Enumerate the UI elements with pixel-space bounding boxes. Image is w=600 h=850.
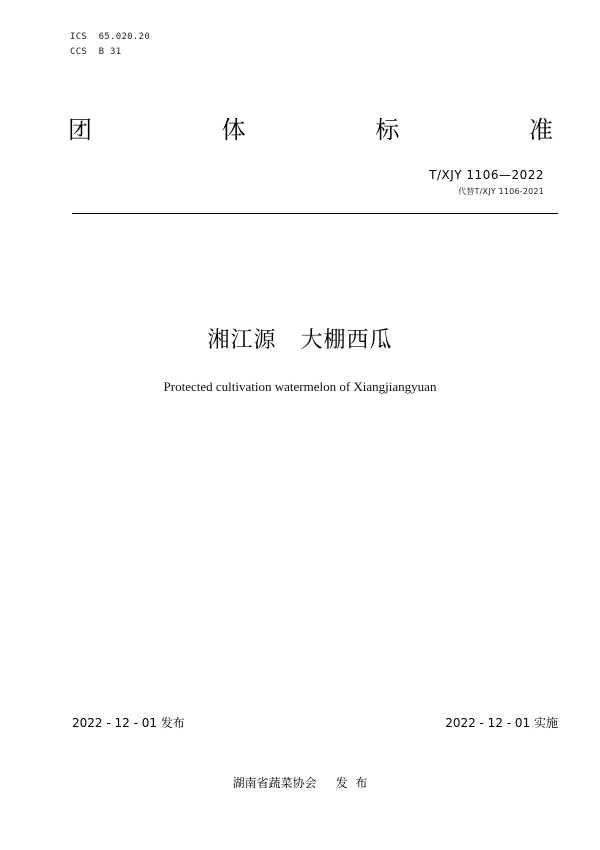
- issue-date: 2022 - 12 - 01 发布: [72, 716, 185, 730]
- ccs-code: CCS B 31: [70, 47, 122, 57]
- standard-type-char: 团: [68, 116, 92, 144]
- effective-date: 2022 - 12 - 01 实施: [445, 716, 558, 730]
- classification-codes: [70, 30, 150, 60]
- ics-code: ICS 65.020.20: [70, 32, 151, 42]
- standard-number: T/XJY 1106—2022: [429, 168, 544, 182]
- document-title-en: Protected cultivation watermelon of Xiangjiangyuan: [163, 379, 437, 394]
- standard-type-char: 体: [221, 116, 246, 144]
- standard-type-char: 准: [528, 116, 553, 144]
- standard-type-title: [68, 113, 553, 147]
- standard-type-char: 标: [375, 116, 400, 144]
- replaces-standard: 代替T/XJY 1106-2021: [458, 187, 544, 196]
- publisher: 湖南省蔬菜协会 发 布: [232, 776, 368, 790]
- header-divider: [72, 213, 558, 214]
- document-title-cn: 湘江源 大棚西瓜: [207, 328, 393, 353]
